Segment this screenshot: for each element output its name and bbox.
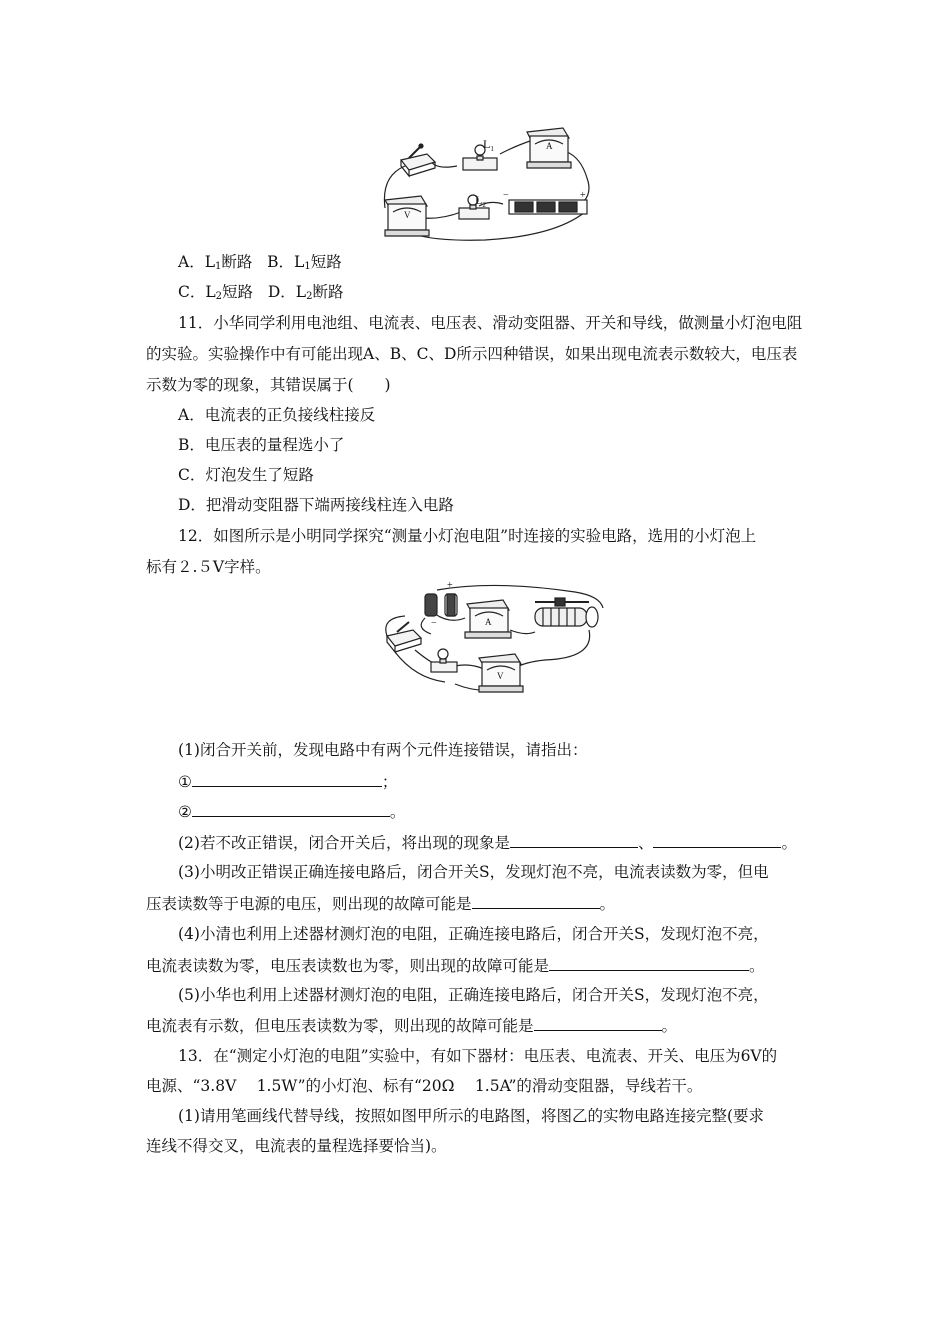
q13-stem-line2: 电源、“3.8V 1.5W”的小灯泡、标有“20Ω 1.5A”的滑动变阻器，导线若干。 (146, 1077, 703, 1095)
q12-answer-1: ① ； (178, 773, 398, 791)
q12-part5-line1: (5)小华也利用上述器材测灯泡的电阻，正确连接电路后，闭合开关S，发现灯泡不亮， (178, 986, 769, 1004)
q11-option-d: D．把滑动变阻器下端两接线柱连入电路 (178, 496, 454, 514)
q12-answer-2: ② 。 (178, 803, 406, 821)
q12-part2: (2)若不改正错误，闭合开关后，将出现的现象是 、 。 (178, 834, 797, 852)
q12-part3-line1: (3)小明改正错误正确连接电路后，闭合开关S，发现灯泡不亮，电流表读数为零，但电 (178, 863, 769, 881)
svg-text:L1: $L_1$ (483, 137, 494, 153)
answer-blank[interactable] (653, 832, 781, 848)
circuit-figure-q10 (375, 118, 605, 243)
voltmeter-label: V (497, 671, 504, 681)
svg-text:L2: $L_2$ (475, 193, 486, 209)
q13-part1-line1: (1)请用笔画线代替导线，按照如图甲所示的电路图，将图乙的实物电路连接完整(要求 (178, 1107, 765, 1125)
q11-stem-line1: 11．小华同学利用电池组、电流表、电压表、滑动变阻器、开关和导线，做测量小灯泡电阻 (178, 314, 803, 332)
ammeter-label: A (485, 617, 492, 627)
answer-blank[interactable] (510, 832, 638, 848)
q11-stem-line3: 示数为零的现象，其错误属于( ) (146, 376, 391, 394)
svg-text:−: − (503, 190, 509, 201)
q10-options-row2: C．$L_2$短路 D．$L_2$断路 (178, 283, 344, 302)
answer-blank[interactable] (549, 955, 749, 971)
q12-part3-line2: 压表读数等于电源的电压，则出现的故障可能是 。 (146, 895, 616, 913)
q12-stem-line2: 标有２.５V字样。 (146, 558, 271, 576)
q11-option-b: B．电压表的量程选小了 (178, 436, 345, 454)
q12-part5-line2: 电流表有示数，但电压表读数为零，则出现的故障可能是 。 (146, 1017, 678, 1035)
answer-blank[interactable] (534, 1015, 662, 1031)
q11-option-c: C．灯泡发生了短路 (178, 466, 314, 484)
q11-stem-line2: 的实验。实验操作中有可能出现A、B、C、D所示四种错误，如果出现电流表示数较大，电压表 (146, 345, 798, 363)
q13-part1-line2: 连线不得交叉，电流表的量程选择要恰当)。 (146, 1137, 447, 1155)
circuit-figure-q12 (375, 578, 615, 698)
voltmeter-label: V (404, 210, 411, 220)
q12-part4-line2: 电流表读数为零，电压表读数也为零，则出现的故障可能是 。 (146, 957, 765, 975)
q10-options-row1: A．$L_1$断路 B．$L_1$短路 (178, 253, 342, 272)
answer-blank[interactable] (472, 893, 600, 909)
q11-option-a: A．电流表的正负接线柱接反 (178, 406, 376, 424)
answer-blank[interactable] (192, 801, 390, 817)
q12-part4-line1: (4)小清也利用上述器材测灯泡的电阻，正确连接电路后，闭合开关S，发现灯泡不亮， (178, 925, 769, 943)
answer-blank[interactable] (192, 771, 382, 787)
q13-stem-line1: 13．在“测定小灯泡的电阻”实验中，有如下器材：电压表、电流表、开关、电压为6V的 (178, 1047, 778, 1065)
svg-text:−: − (431, 618, 437, 629)
q12-stem-line1: 12．如图所示是小明同学探究“测量小灯泡电阻”时连接的实验电路，选用的小灯泡上 (178, 527, 757, 545)
svg-text:+: + (580, 190, 586, 201)
q12-part1: (1)闭合开关前，发现电路中有两个元件连接错误，请指出： (178, 741, 588, 759)
ammeter-label: A (546, 141, 553, 151)
svg-text:+: + (447, 580, 453, 591)
